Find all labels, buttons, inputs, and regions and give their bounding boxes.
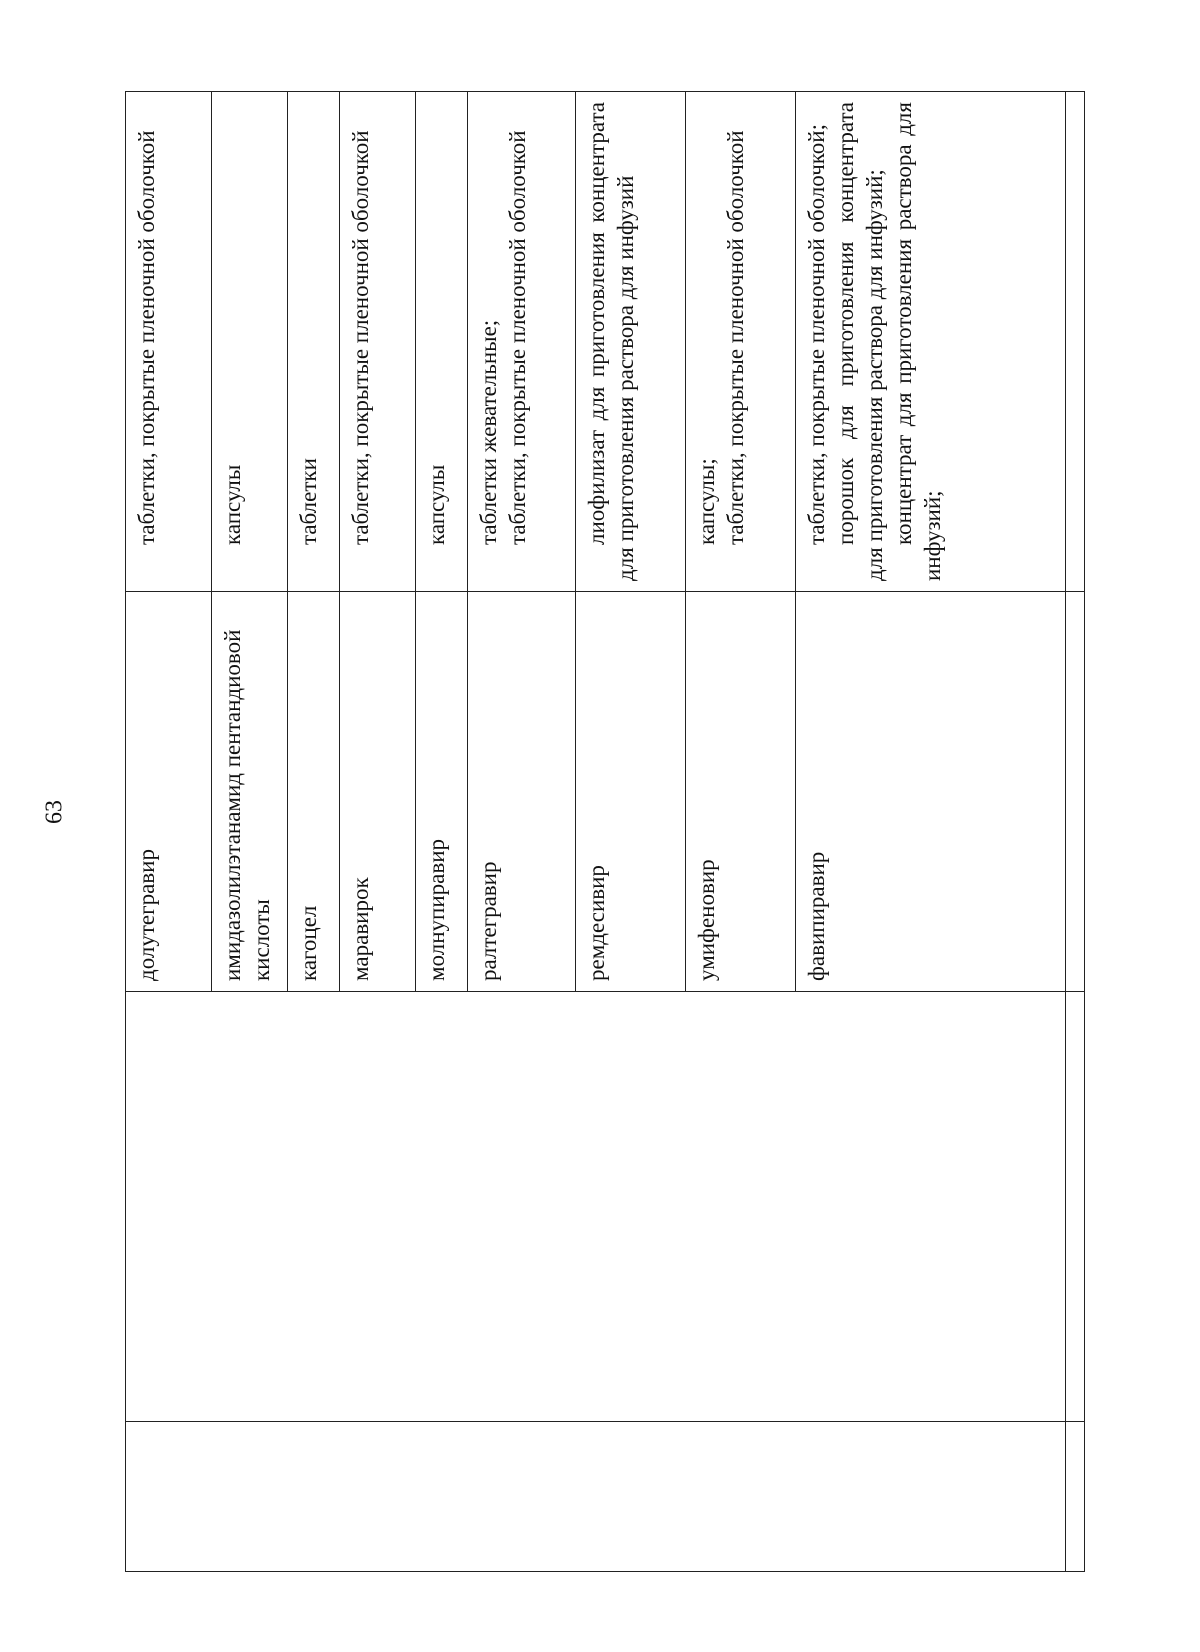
atc-code-cell [126,1422,1066,1572]
dosage-form-cell [212,92,288,592]
drug-name-cell: молнупиравир [416,592,468,992]
drug-name-cell: умифеновир [686,592,796,992]
dosage-form-line: таблетки, покрытые пленочной оболочкой [723,130,748,545]
dosage-form-cell [468,92,576,592]
dosage-form-line: порошок для приготовления концентрата для приготовления раствора для инфузий; [833,102,887,581]
dosage-form-cell [686,92,796,592]
group-name-cell [126,992,1066,1422]
dosage-form-line: концентрат для приготовления раствора для инфузий; [891,102,945,581]
drug-name-cell: ремдесивир [576,592,686,992]
drug-name-cell: долутегравир [126,592,212,992]
dosage-form-line: таблетки, покрытые пленочной оболочкой; [804,124,829,545]
dosage-form-cell [288,92,340,592]
dosage-form-line: таблетки жевательные; [476,319,501,545]
drug-name-cell: имидазолилэтанамид пентандиовой кислоты [212,592,288,992]
dosage-form-cell [126,92,212,592]
drug-name-cell [1065,592,1084,992]
dosage-form-line: таблетки, покрытые пленочной оболочкой [134,130,159,545]
atc-code-cell [1065,1422,1084,1572]
dosage-form-cell [796,92,1066,592]
drug-table-body [126,92,1085,1572]
dosage-form-cell [576,92,686,592]
table-row [126,92,212,1572]
drug-name-cell: ралтегравир [468,592,576,992]
dosage-form-line: таблетки [296,458,321,545]
dosage-form-line: таблетки, покрытые пленочной оболочкой [348,130,373,545]
page-number: 63 [41,800,68,824]
drug-name-cell: фавипиравир [796,592,1066,992]
dosage-form-cell [340,92,416,592]
dosage-form-line: лиофилизат для приготовления концентрата для приготовления раствора для инфузий [584,102,638,581]
dosage-form-line: капсулы [424,464,449,545]
drug-table-container [125,92,1085,1572]
dosage-form-line: капсулы; [694,458,719,545]
dosage-form-line: капсулы [220,464,245,545]
drug-table [125,91,1085,1572]
drug-name-cell: маравирок [340,592,416,992]
dosage-form-cell [1065,92,1084,592]
group-name-cell [1065,992,1084,1422]
drug-name-cell: кагоцел [288,592,340,992]
table-row-continuation [1065,92,1084,1572]
dosage-form-cell [416,92,468,592]
dosage-form-line: таблетки, покрытые пленочной оболочкой [505,130,530,545]
